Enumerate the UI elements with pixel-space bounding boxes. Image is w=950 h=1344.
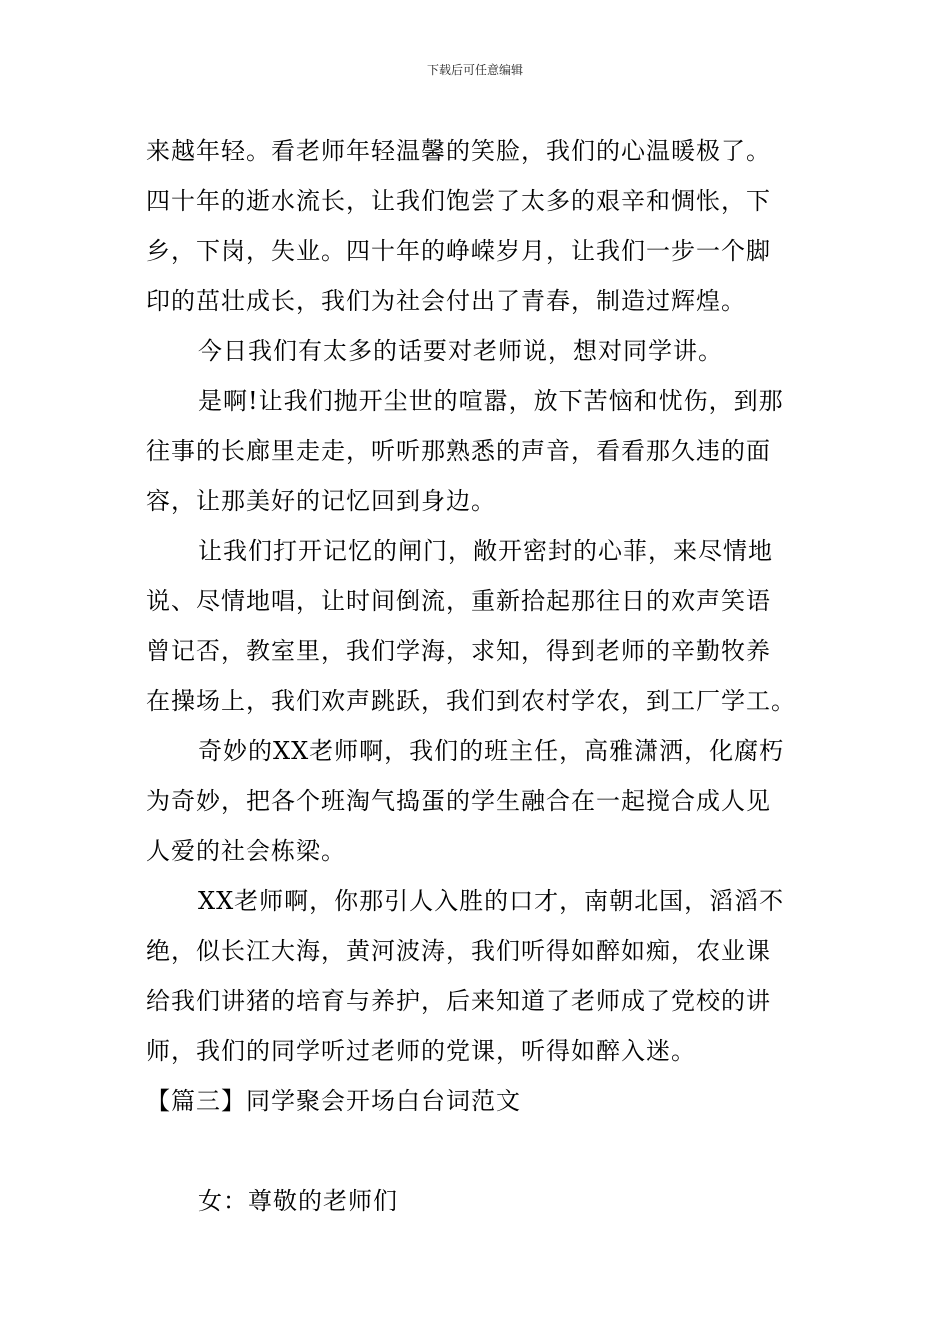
text-line: 印的茁壮成长，我们为社会付出了青春，制造过辉煌。: [146, 287, 746, 315]
text-line: 曾记否，教室里，我们学海，求知，得到老师的辛勤牧养: [146, 637, 771, 665]
text-line: 在操场上，我们欢声跳跃，我们到农村学农，到工厂学工。: [146, 687, 796, 715]
document-body: [146, 126, 808, 1226]
text-line: 说、尽情地唱，让时间倒流，重新拾起那往日的欢声笑语: [146, 587, 771, 615]
text-line: 女：尊敬的老师们: [198, 1187, 398, 1215]
text-line: 奇妙的XX老师啊，我们的班主任，高雅潇洒，化腐朽: [198, 737, 785, 765]
text-line: 让我们打开记忆的闸门，敞开密封的心菲，来尽情地: [198, 537, 773, 565]
text-line: 来越年轻。看老师年轻温馨的笑脸，我们的心温暖极了。: [146, 137, 771, 165]
text-line: 是啊!让我们抛开尘世的喧嚣，放下苦恼和忧伤，到那: [198, 387, 784, 415]
section-heading: 【篇三】同学聚会开场白台词范文: [146, 1087, 521, 1115]
text-line: XX老师啊，你那引人入胜的口才，南朝北国，滔滔不: [198, 887, 785, 915]
text-line: 四十年的逝水流长，让我们饱尝了太多的艰辛和惆怅，下: [146, 187, 771, 215]
text-line: 给我们讲猪的培育与养护，后来知道了老师成了党校的讲: [146, 987, 771, 1015]
text-line: 绝，似长江大海，黄河波涛，我们听得如醉如痴，农业课: [146, 937, 771, 965]
page-header: 下载后可任意编辑: [426, 63, 523, 77]
text-line: 人爱的社会栋梁。: [146, 837, 346, 865]
text-line: 为奇妙，把各个班淘气捣蛋的学生融合在一起搅合成人见: [146, 787, 771, 815]
blank-line: [146, 1126, 808, 1176]
text-line: 今日我们有太多的话要对老师说，想对同学讲。: [198, 337, 723, 365]
text-line: 往事的长廊里走走，听听那熟悉的声音，看看那久违的面: [146, 437, 771, 465]
text-line: 乡，下岗，失业。四十年的峥嵘岁月，让我们一步一个脚: [146, 237, 771, 265]
text-line: 师，我们的同学听过老师的党课，听得如醉入迷。: [146, 1037, 696, 1065]
text-line: 容，让那美好的记忆回到身边。: [146, 487, 496, 515]
